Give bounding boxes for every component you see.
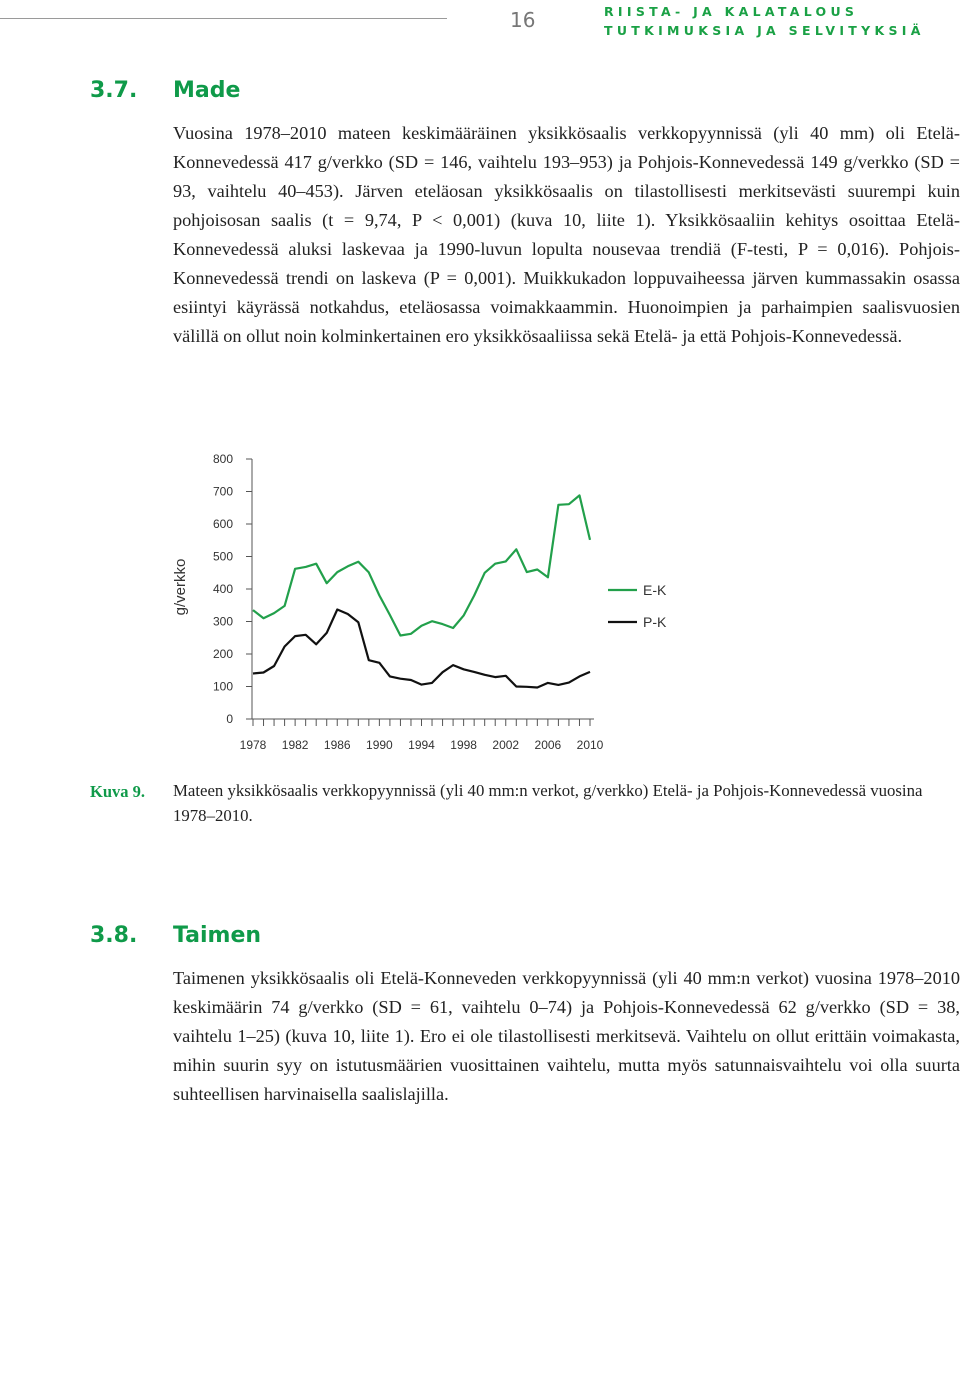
x-tick-label: 1990 xyxy=(366,738,393,752)
series-title-line2: TUTKIMUKSIA JA SELVITYKSIÄ xyxy=(604,23,925,38)
line-chart xyxy=(160,440,960,760)
x-tick-label: 1998 xyxy=(450,738,477,752)
figure-caption-text: Mateen yksikkösaalis verkkopyynnissä (yli 40 mm:n verkot, g/verkko) Etelä- ja Pohjois-Konnevedessä vuosina 1978–2010. xyxy=(173,781,923,825)
y-tick-label: 100 xyxy=(212,679,233,694)
section-heading-made xyxy=(90,78,240,103)
x-tick-label: 2010 xyxy=(576,738,604,752)
paragraph-made: Vuosina 1978–2010 mateen keskimääräinen yksikkösaalis verkkopyynnissä (yli 40 mm) oli Etelä-Konnevedessä 417 g/verkko (SD = 146, vaihtelu 193–953) ja Pohjois-Konnevedessä 149 g/verkko (SD = 93, vaihtelu 40–453). Järven eteläosan yksikkösaalis on tilastollisesti merkitsevästi suurempi kuin pohjoisosan saalis (t = 9,74, P < 0,001) (kuva 10, liite 1). Yksikkösaaliin kehitys osoittaa Etelä-Konnevedessä aluksi laskevaa ja 1990-luvun lopulta nousevaa trendiä (F-testi, P = 0,016). Pohjois-Konnevedessä trendi on laskeva (P = 0,001). Muikkukadon loppuvaiheessa järven kummassakin osassa esiintyi käyrässä notkahdus, eteläosassa voimakkaammin. Huonoimpien ja parhaimpien saalisvuosien välillä on ollut noin kolminkertainen ero yksikkösaaliissa sekä Etelä- ja että Pohjois-Konnevedessä. xyxy=(173,123,960,346)
section-number: 3.7. xyxy=(90,78,138,103)
y-tick-label: 700 xyxy=(212,484,233,499)
legend-label: E-K xyxy=(643,582,667,598)
series-line-p-k xyxy=(253,610,590,688)
y-tick-label: 300 xyxy=(212,614,233,629)
header-rule xyxy=(0,18,447,19)
y-tick-label: 800 xyxy=(212,452,233,466)
section-number: 3.8. xyxy=(90,923,138,948)
y-tick-label: 200 xyxy=(212,647,233,661)
figure-caption-label: Kuva 9. xyxy=(90,782,146,801)
x-tick-label: 2002 xyxy=(492,738,520,752)
y-tick-label: 400 xyxy=(212,582,233,596)
x-tick-label: 1978 xyxy=(239,738,267,752)
legend-label: P-K xyxy=(643,614,667,630)
x-tick-label: 2006 xyxy=(534,738,562,752)
section-title: Taimen xyxy=(173,923,262,948)
section-title: Made xyxy=(173,78,241,103)
paragraph-taimen: Taimenen yksikkösaalis oli Etelä-Konneveden verkkopyynnissä (yli 40 mm:n verkot) vuosina 1978–2010 keskimäärin 74 g/verkko (SD = 61, vaihtelu 0–74) ja Pohjois-Konnevedessä 62 g/verkko (SD = 38, vaihtelu 1–25) (kuva 10, liite 1). Ero ei ole tilastollisesti merkitsevä. Vaihtelu on ollut erittäin voimakasta, mihin suurin syy on istutusmäärien vuosittainen vaihtelu, mutta myös satunnaisvaihtelu voi olla suurta suhteellisen harvinaisella saalislajilla. xyxy=(173,968,960,1104)
x-tick-label: 1982 xyxy=(281,738,309,752)
y-tick-label: 0 xyxy=(226,712,233,726)
series-line-e-k xyxy=(253,495,590,635)
x-tick-label: 1986 xyxy=(323,738,351,752)
series-title-line1: RIISTA- JA KALATALOUS xyxy=(604,4,859,19)
y-axis-label: g/verkko xyxy=(172,558,189,616)
y-tick-label: 500 xyxy=(212,549,233,564)
page-number: 16 xyxy=(510,8,536,32)
y-tick-label: 600 xyxy=(212,517,233,531)
x-tick-label: 1994 xyxy=(408,738,435,752)
section-heading-taimen xyxy=(90,923,261,948)
